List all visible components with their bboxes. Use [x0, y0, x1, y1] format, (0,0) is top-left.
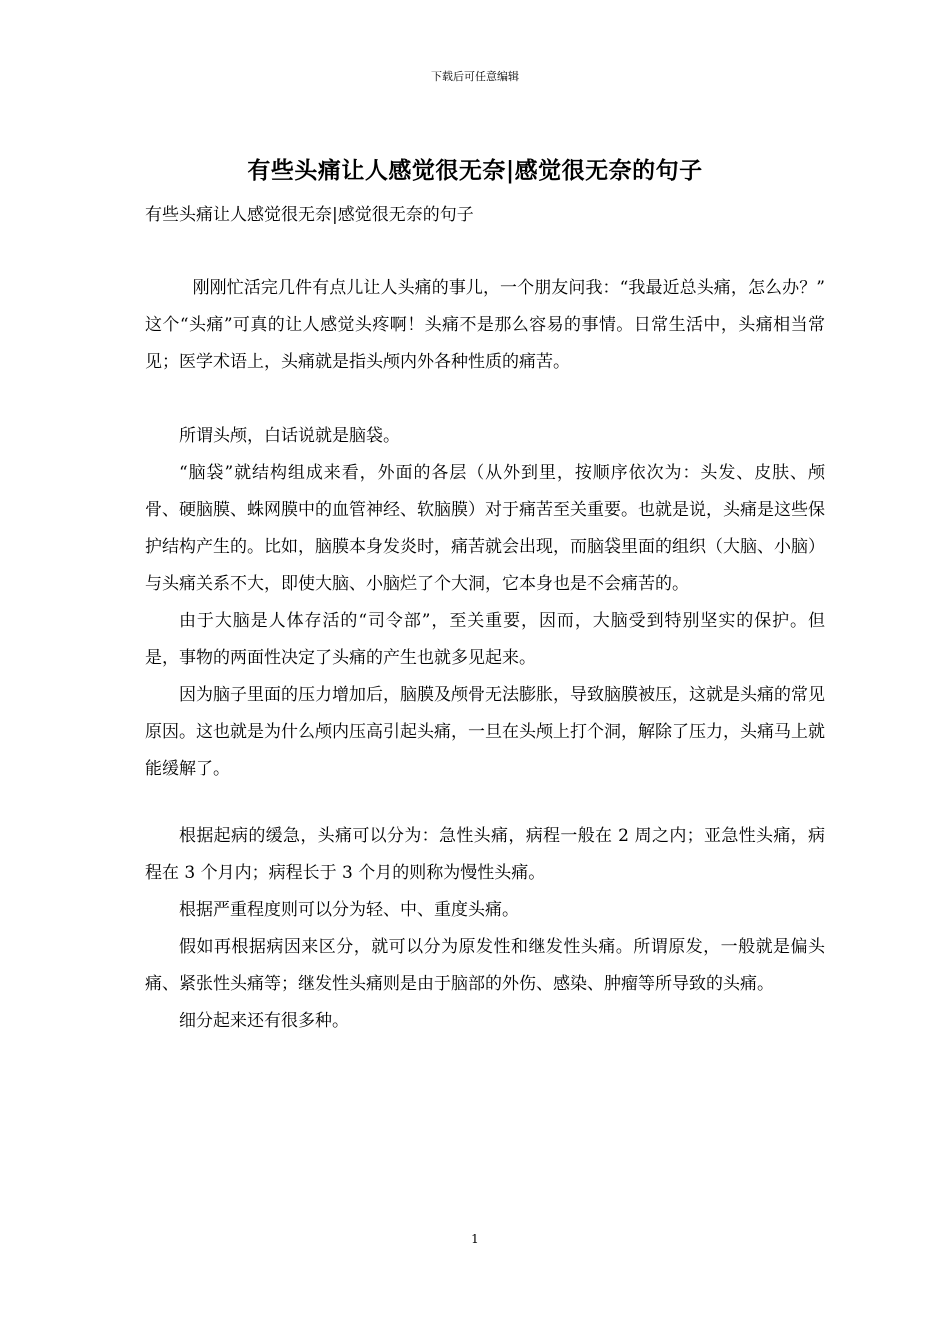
- paragraph: 根据起病的缓急，头痛可以分为：急性头痛，病程一般在 2 周之内；亚急性头痛，病程在 3 个月内；病程长于 3 个月的则称为慢性头痛。: [145, 826, 825, 883]
- paragraph: 因为脑子里面的压力增加后，脑膜及颅骨无法膨胀，导致脑膜被压，这就是头痛的常见原因。这也就是为什么颅内压高引起头痛，一旦在头颅上打个洞，解除了压力，头痛马上就能缓解了。: [145, 685, 825, 779]
- document-subtitle: 有些头痛让人感觉很无奈|感觉很无奈的句子: [145, 205, 474, 225]
- paragraph: 由于大脑是人体存活的“司令部”，至关重要，因而，大脑受到特别坚实的保护。但是，事物的两面性决定了头痛的产生也就多见起来。: [145, 611, 825, 668]
- paragraph: “脑袋”就结构组成来看，外面的各层（从外到里，按顺序依次为：头发、皮肤、颅骨、硬脑膜、蛛网膜中的血管神经、软脑膜）对于痛苦至关重要。也就是说，头痛是这些保护结构产生的。比如，脑膜本身发炎时，痛苦就会出现，而脑袋里面的组织（大脑、小脑）与头痛关系不大，即使大脑、小脑烂了个大洞，它本身也是不会痛苦的。: [145, 463, 825, 594]
- paragraph: 细分起来还有很多种。: [179, 1011, 349, 1031]
- paragraph: 所谓头颅，白话说就是脑袋。: [179, 426, 400, 446]
- page-header: 下载后可任意编辑: [431, 70, 519, 83]
- page-number: 1: [471, 1232, 479, 1246]
- paragraph: 刚刚忙活完几件有点儿让人头痛的事儿，一个朋友问我：“我最近总头痛，怎么办？” 这个“头痛”可真的让人感觉头疼啊！头痛不是那么容易的事情。日常生活中，头痛相当常见；医学术语上，头痛就是指头颅内外各种性质的痛苦。: [145, 278, 825, 372]
- document-body: [145, 270, 825, 1040]
- paragraph-spacer: [145, 381, 825, 418]
- paragraph: 假如再根据病因来区分，就可以分为原发性和继发性头痛。所谓原发，一般就是偏头痛、紧张性头痛等；继发性头痛则是由于脑部的外伤、感染、肿瘤等所导致的头痛。: [145, 937, 825, 994]
- paragraph-spacer: [145, 788, 825, 818]
- document-title: 有些头痛让人感觉很无奈|感觉很无奈的句子: [247, 157, 703, 184]
- paragraph: 根据严重程度则可以分为轻、中、重度头痛。: [179, 900, 519, 920]
